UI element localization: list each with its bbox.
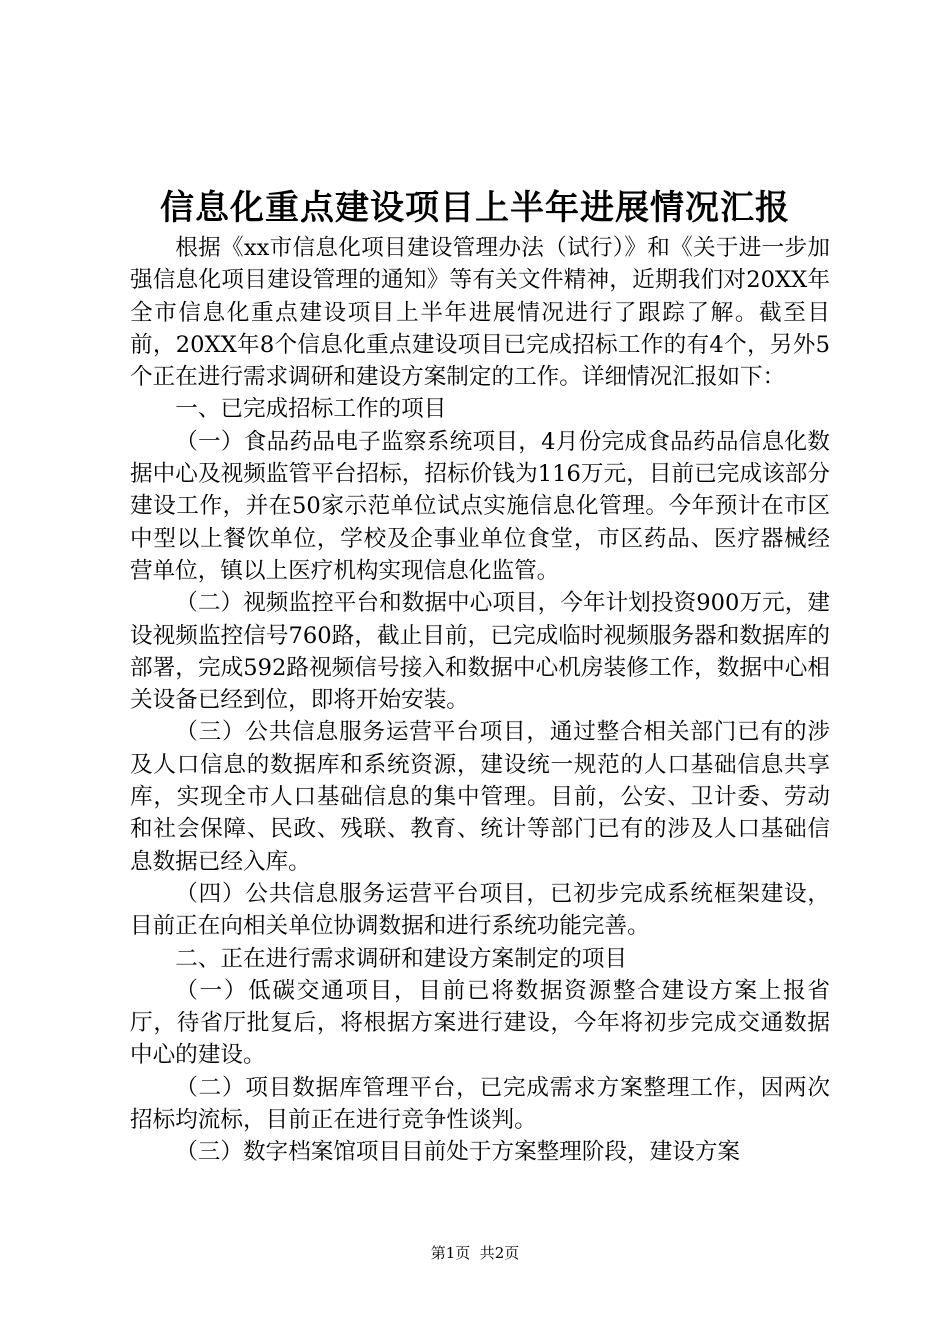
paragraph-item-population-info: （三）公共信息服务运营平台项目，通过整合相关部门已有的涉及人口信息的数据库和系统资源，建设统一规范的人口基础信息共享库，实现全市人口基础信息的集中管理。目前，公安、卫计委、劳动和社会保障、民政、残联、教育、统计等部门已有的涉及人口基础信息数据已经入库。 bbox=[130, 719, 830, 875]
section-heading-completed: 一、已完成招标工作的项目 bbox=[175, 396, 447, 423]
paragraph-item-database-platform: （二）项目数据库管理平台，已完成需求方案整理工作，因两次招标均流标，目前正在进行竞争性谈判。 bbox=[130, 1074, 830, 1134]
paragraph-item-low-carbon: （一）低碳交通项目，目前已将数据资源整合建设方案上报省厅，待省厅批复后，将根据方案进行建设，今年将初步完成交通数据中心的建设。 bbox=[130, 977, 830, 1069]
section-heading-in-progress: 二、正在进行需求调研和建设方案制定的项目 bbox=[175, 945, 628, 972]
paragraph-item-video-monitoring: （二）视频监控平台和数据中心项目，今年计划投资900万元，建设视频监控信号760路，截止目前，已完成临时视频服务器和数据库的部署，完成592路视频信号接入和数据中心机房装修工作，数据中心相关设备已经到位，即将开始安装。 bbox=[130, 590, 830, 714]
page-footer bbox=[0, 1242, 950, 1264]
page-number: 第1页 共2页 bbox=[430, 1244, 520, 1262]
paragraph-item-digital-archive: （三）数字档案馆项目目前处于方案整理阶段，建设方案 bbox=[175, 1139, 741, 1166]
paragraph-intro: 根据《xx市信息化项目建设管理办法（试行）》和《关于进一步加强信息化项目建设管理的通知》等有关文件精神，近期我们对20XX年全市信息化重点建设项目上半年进展情况进行了跟踪了解。截至目前，20XX年8个信息化重点建设项目已完成招标工作的有4个，另外5个正在进行需求调研和建设方案制定的工作。详细情况汇报如下： bbox=[130, 235, 830, 391]
document-body bbox=[130, 232, 830, 1169]
paragraph-item-food-drug: （一）食品药品电子监察系统项目，4月份完成食品药品信息化数据中心及视频监管平台招标，招标价钱为116万元，目前已完成该部分建设工作，并在50家示范单位试点实施信息化管理。今年预计在市区中型以上餐饮单位，学校及企事业单位食堂，市区药品、医疗器械经营单位，镇以上医疗机构实现信息化监管。 bbox=[130, 428, 830, 584]
paragraph-item-service-platform: （四）公共信息服务运营平台项目，已初步完成系统框架建设，目前正在向相关单位协调数据和进行系统功能完善。 bbox=[130, 880, 830, 940]
document-title: 信息化重点建设项目上半年进展情况汇报 bbox=[160, 188, 790, 228]
